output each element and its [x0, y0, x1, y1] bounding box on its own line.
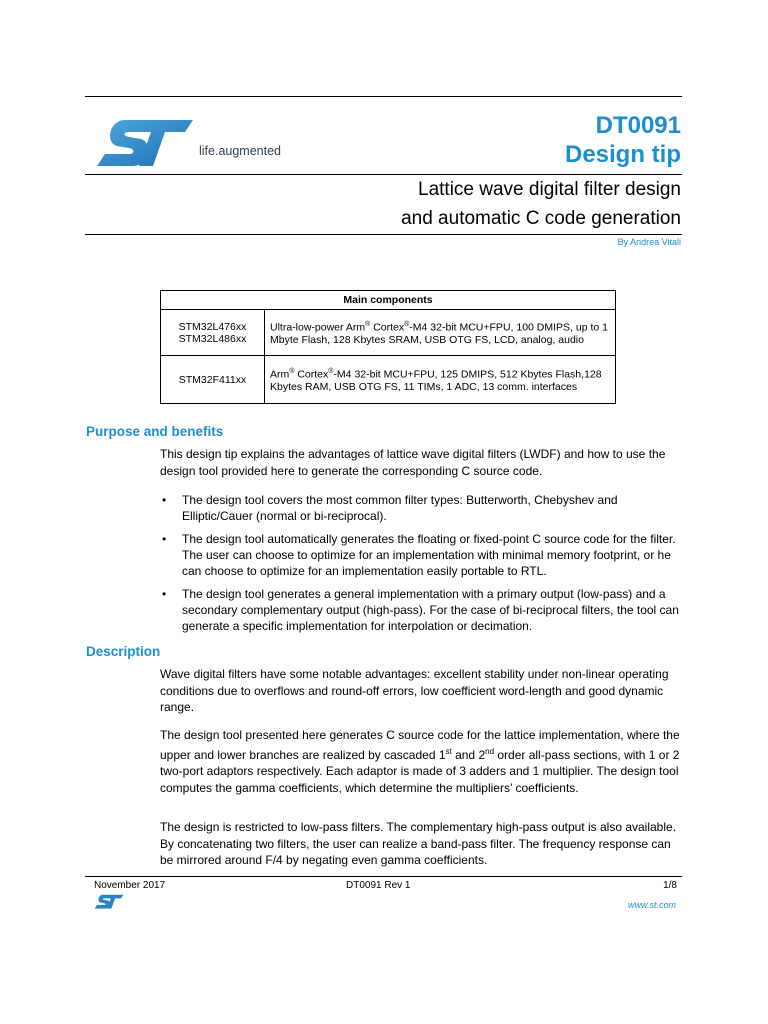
components-table [160, 290, 616, 404]
bullet-text: The design tool automatically generates the floating or fixed-point C source code for the filter. The user can choose to optimize for an implementation with minimal memory footprint, or he can choose to optimize for an implementation easily portable to RTL. [182, 532, 676, 578]
table-header-row [161, 291, 616, 310]
purpose-intro: This design tip explains the advantages of lattice wave digital filters (LWDF) and how to use the design tool provided here to generate the corresponding C source code. [160, 447, 666, 478]
bullet-text: The design tool generates a general implementation with a primary output (low-pass) and a secondary complementary output (high-pass). For the case of bi-reciprocal filters, the tool can generate a specific implementation for interpolation or decimation. [182, 587, 679, 633]
footer-rule [85, 876, 682, 877]
desc-text: Cortex [370, 321, 405, 334]
bullet-glyph: • [162, 587, 167, 601]
desc-text: -M4 32-bit MCU+FPU, 100 DMIPS, up to 1 Mbyte Flash, 128 Kbytes SRAM, USB OTG FS, LCD, analog, audio [270, 321, 608, 346]
para-text: order all-pass sections, with 1 or 2 two-port adaptors respectively. Each adaptor is made of 3 adders and 1 multiplier. The design tool computes the gamma coefficients, which determine the multipliers’ coefficients. [160, 747, 680, 795]
st-logo-small-icon [94, 894, 124, 910]
title-line-2: and automatic C code generation [401, 208, 681, 229]
part-number: STM32F411xx [178, 373, 247, 386]
bullet-text: The design tool covers the most common filter types: Butterworth, Chebyshev and Elliptic/Cauer (normal or bi-reciprocal). [182, 493, 618, 523]
part-number: STM32L486xx [178, 332, 247, 345]
superscript: nd [485, 746, 495, 756]
title-rule-top [85, 174, 682, 175]
part-description [265, 310, 616, 356]
registered-mark: ® [404, 321, 410, 329]
title-line-1: Lattice wave digital filter design [418, 179, 681, 200]
registered-mark: ® [365, 321, 371, 329]
description-paragraph-1: Wave digital filters have some notable advantages: excellent stability under non-linear operating conditions due to overflows and round-off errors, low coefficient word-length and good dynamic range. [160, 667, 669, 714]
part-numbers-cell [161, 356, 265, 404]
table-row [161, 310, 616, 356]
logo-tagline: life.augmented [199, 144, 282, 158]
footer-url[interactable]: www.st.com [627, 900, 676, 910]
footer-page-number: 1/8 [663, 880, 677, 891]
list-item [160, 531, 680, 579]
desc-text: Ultra-low-power Arm [270, 321, 366, 334]
para-text: The design tool presented here generates C source code for the lattice implementation, where the upper and lower branches are realized by cascaded 1 [160, 728, 680, 762]
bullet-glyph: • [162, 493, 167, 507]
description-heading: Description [86, 644, 161, 659]
title-rule-bottom [85, 234, 682, 235]
description-paragraph-3: The design is restricted to low-pass filters. The complementary high-pass output is also available. By concatenating two filters, the user can realize a band-pass filter. The frequency response can be mirrored around F/4 by negating even gamma coefficients. [160, 820, 677, 867]
part-numbers-cell [161, 310, 265, 356]
registered-mark: ® [328, 368, 334, 376]
footer-doc-rev: DT0091 Rev 1 [346, 880, 411, 891]
purpose-heading: Purpose and benefits [86, 424, 224, 439]
para-text: and 2 [451, 747, 486, 762]
list-item [160, 586, 680, 634]
document-id: DT0091 [595, 112, 681, 139]
part-number: STM32L476xx [178, 320, 247, 333]
document-type: Design tip [564, 141, 681, 168]
st-logo [95, 118, 195, 170]
footer-date: November 2017 [94, 880, 166, 891]
desc-text: Cortex [294, 368, 329, 381]
part-description [265, 356, 616, 404]
desc-text: -M4 32-bit MCU+FPU, 125 DMIPS, 512 Kbytes Flash,128 Kbytes RAM, USB OTG FS, 11 TIMs, 1 ADC, 13 comm. interfaces [270, 368, 602, 393]
st-logo-mark [95, 118, 195, 170]
author: By Andrea Vitali [617, 237, 681, 247]
table-row [161, 356, 616, 404]
bullet-glyph: • [162, 532, 167, 546]
table-header: Main components [161, 291, 616, 310]
list-item [160, 492, 680, 524]
top-rule [85, 96, 682, 97]
description-paragraph-2 [160, 727, 680, 796]
footer-st-logo [94, 894, 124, 910]
desc-text: Arm [270, 368, 290, 381]
superscript: st [445, 746, 452, 756]
purpose-bullet-list [160, 492, 680, 641]
registered-mark: ® [289, 368, 295, 376]
